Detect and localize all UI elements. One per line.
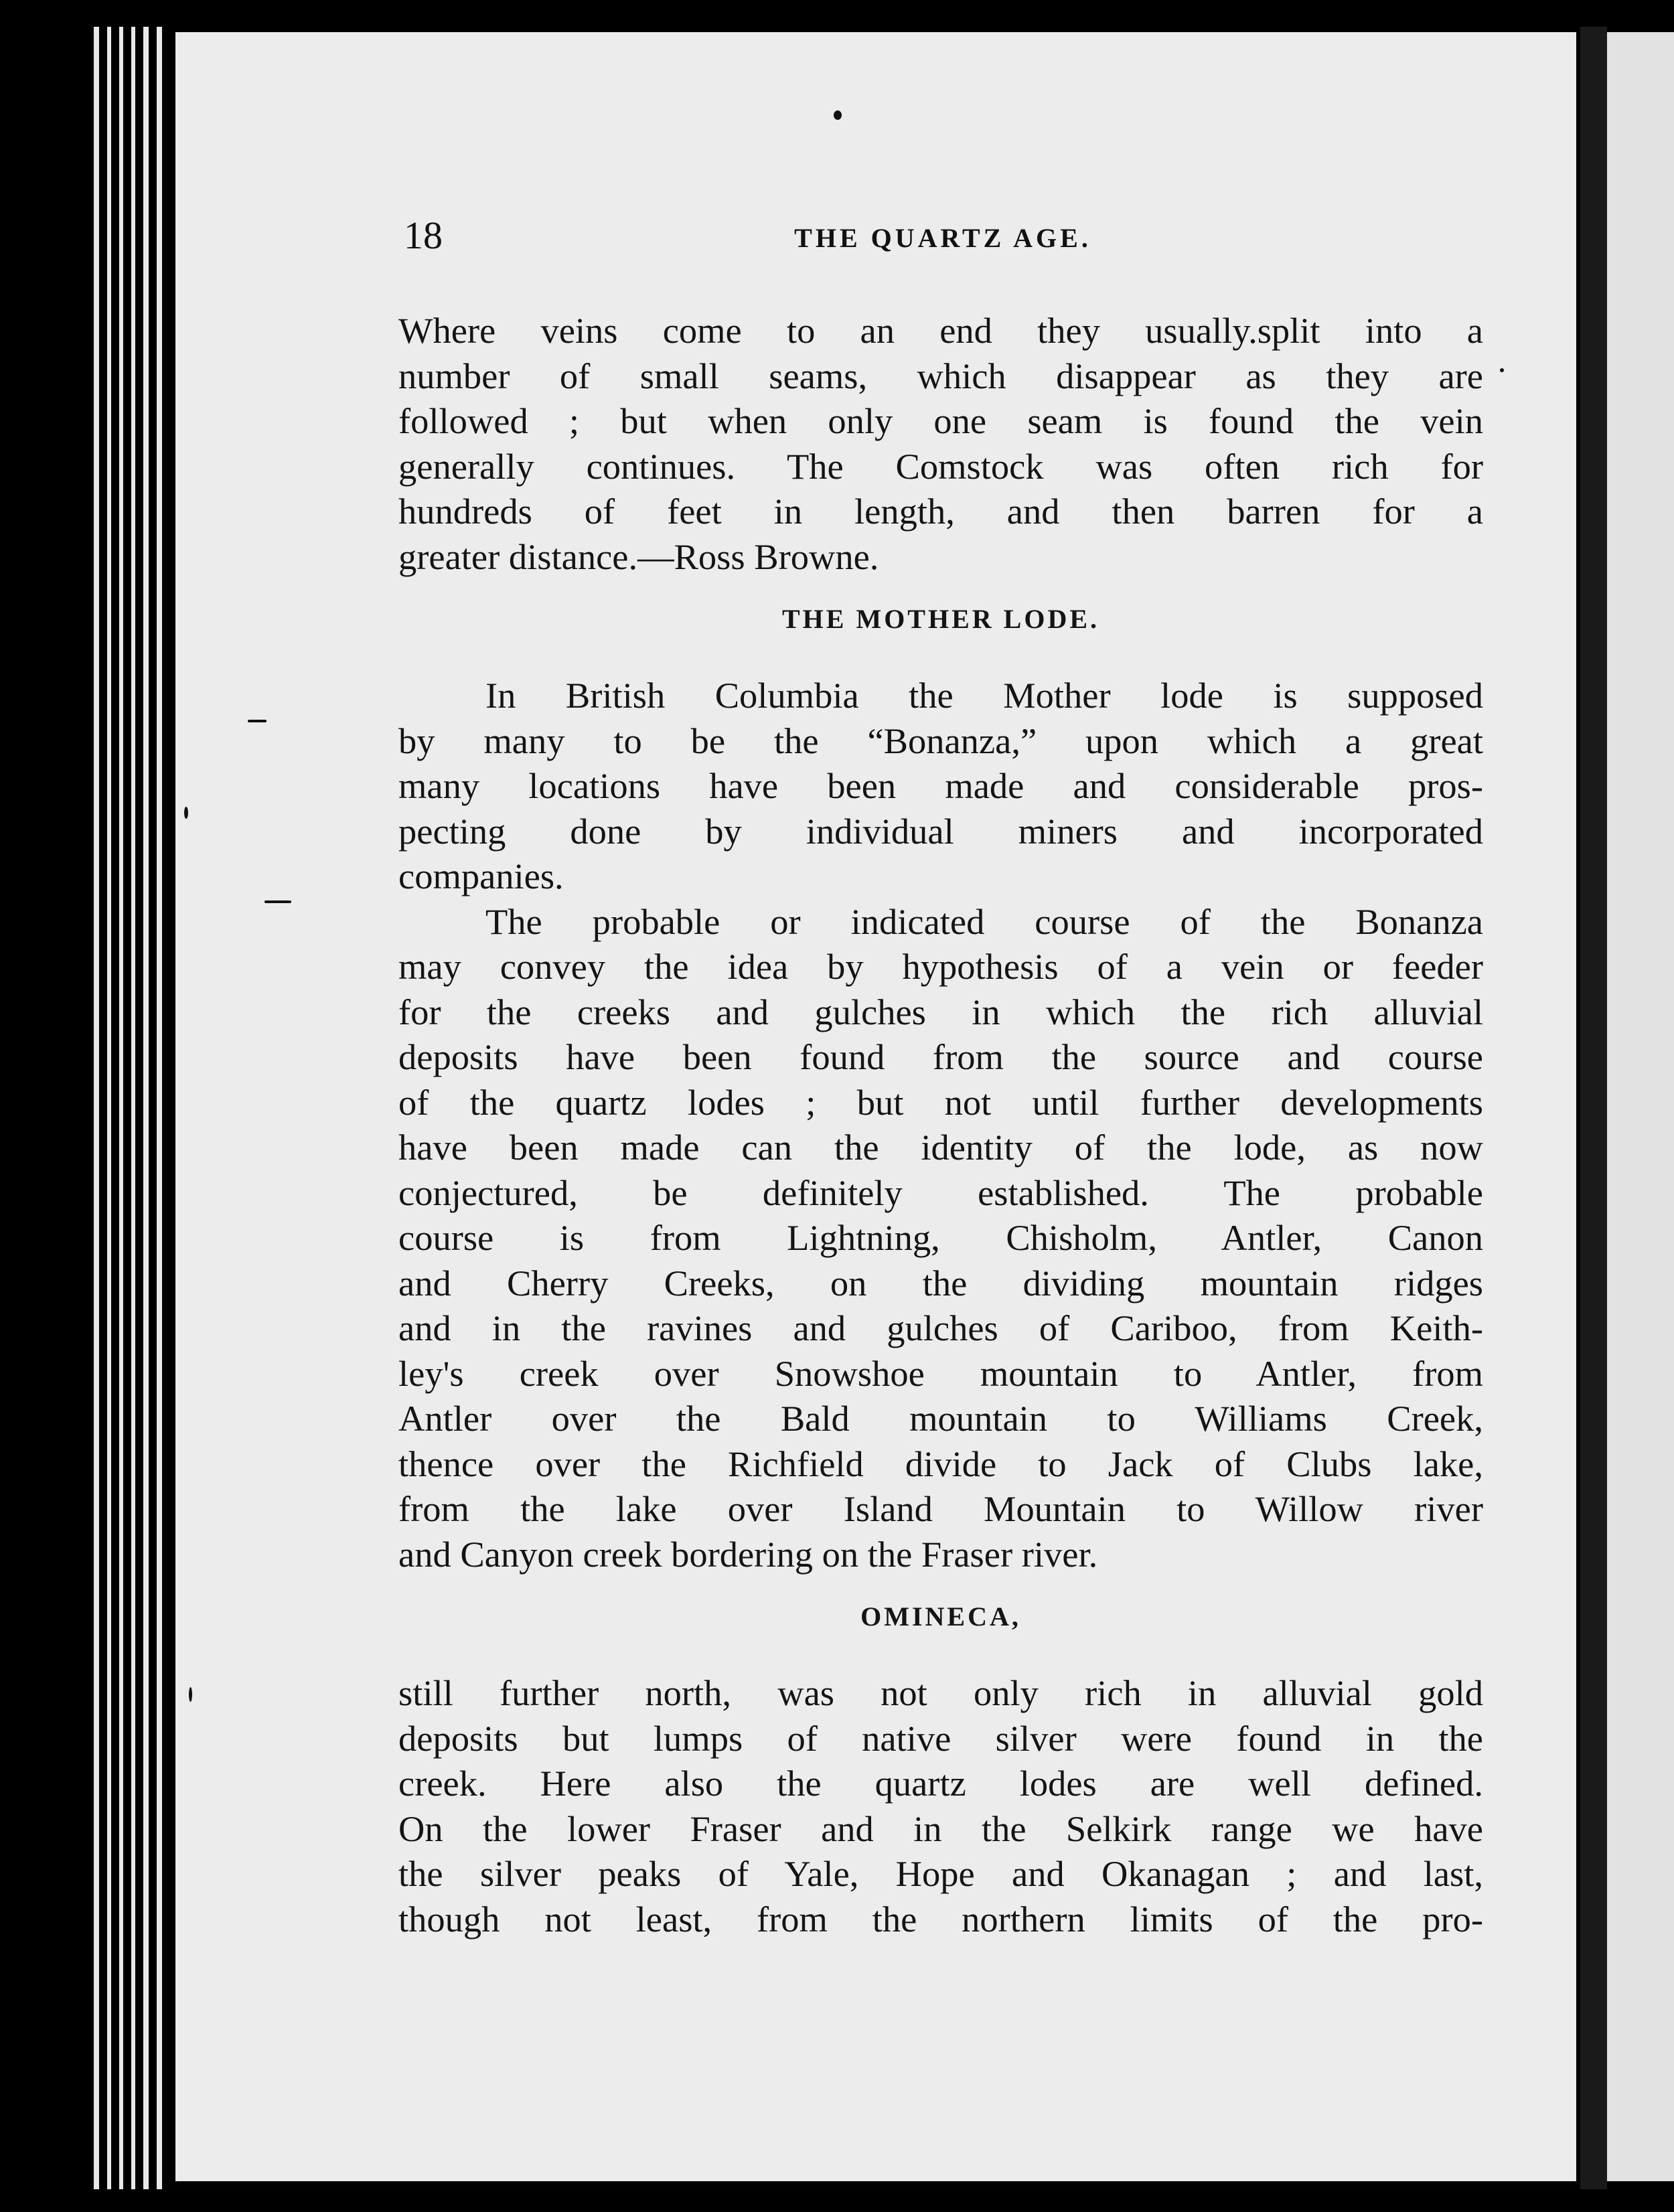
text-line: pecting done by individual miners and incorporated xyxy=(398,810,1483,852)
text-line: followed ; but when only one seam is found the vein xyxy=(398,400,1483,441)
text-line: from the lake over Island Mountain to Willow river xyxy=(398,1488,1483,1529)
paragraph-bonanza-course xyxy=(398,899,1483,1577)
text-line: have been made can the identity of the lode, as now xyxy=(398,1127,1483,1168)
page-edge-strip xyxy=(157,27,162,2189)
text-line: may convey the idea by hypothesis of a vein or feeder xyxy=(398,946,1483,987)
text-line: and in the ravines and gulches of Cariboo, from Keith- xyxy=(398,1308,1483,1348)
text-line: greater distance.—Ross Browne. xyxy=(398,536,879,577)
book-gutter xyxy=(1580,27,1607,2189)
page-number: 18 xyxy=(404,214,443,257)
paragraph-mother-lode-intro xyxy=(398,673,1483,899)
ink-speck xyxy=(189,1687,192,1702)
page-edge-strip xyxy=(107,27,111,2189)
text-line: hundreds of feet in length, and then barren for a xyxy=(398,491,1483,532)
ink-speck xyxy=(834,110,842,120)
text-line: thence over the Richfield divide to Jack of Clubs lake, xyxy=(398,1443,1483,1484)
ink-speck xyxy=(264,900,291,903)
text-line: On the lower Fraser and in the Selkirk range we have xyxy=(398,1808,1483,1849)
text-line: Where veins come to an end they usually.split into a xyxy=(398,310,1483,351)
text-line: conjectured, be definitely established. The probable xyxy=(398,1172,1483,1213)
ink-speck xyxy=(248,720,267,722)
text-line: for the creeks and gulches in which the rich alluvial xyxy=(398,991,1483,1032)
page-edge-strip xyxy=(143,27,149,2189)
text-line: ley's creek over Snowshoe mountain to Antler, from xyxy=(398,1352,1483,1394)
text-line: course is from Lightning, Chisholm, Antler, Canon xyxy=(398,1217,1483,1258)
text-line: deposits have been found from the source and course xyxy=(398,1036,1483,1077)
text-line: of the quartz lodes ; but not until further developments xyxy=(398,1081,1483,1123)
paragraph-ross-browne-quote xyxy=(398,308,1483,579)
ink-speck xyxy=(184,807,188,819)
text-line: still further north, was not only rich in alluvial gold xyxy=(398,1672,1483,1713)
text-line: Antler over the Bald mountain to Williams Creek, xyxy=(398,1398,1483,1439)
text-line: and Cherry Creeks, on the dividing mountain ridges xyxy=(398,1262,1483,1304)
text-line: by many to be the “Bonanza,” upon which a great xyxy=(398,720,1483,761)
text-line: creek. Here also the quartz lodes are well defined. xyxy=(398,1763,1483,1804)
section-heading-omineca: OMINECA, xyxy=(860,1601,1021,1632)
section-heading-mother-lode: THE MOTHER LODE. xyxy=(781,604,1100,634)
running-title: THE QUARTZ AGE. xyxy=(794,223,1091,253)
paragraph-omineca xyxy=(398,1670,1483,1942)
text-line: The probable or indicated course of the Bonanza xyxy=(485,900,1483,942)
page-header xyxy=(404,213,1482,266)
text-line: many locations have been made and considerable pros- xyxy=(398,765,1483,806)
text-line: generally continues. The Comstock was often rich for xyxy=(398,445,1483,487)
page-edge-strip xyxy=(119,27,123,2189)
facing-page-edge xyxy=(1607,32,1674,2181)
ink-speck xyxy=(1500,368,1504,372)
page-body xyxy=(398,308,1483,1942)
text-line: deposits but lumps of native silver were found in the xyxy=(398,1717,1483,1759)
text-line: In British Columbia the Mother lode is supposed xyxy=(485,675,1483,716)
page-edge-strip xyxy=(131,27,135,2189)
text-line: companies. xyxy=(398,856,564,896)
text-line: number of small seams, which disappear as they are xyxy=(398,355,1483,396)
page-edge-strip xyxy=(94,27,99,2189)
text-line: the silver peaks of Yale, Hope and Okanagan ; and last, xyxy=(398,1853,1483,1894)
text-line: though not least, from the northern limits of the pro- xyxy=(398,1898,1483,1940)
text-line: and Canyon creek bordering on the Fraser river. xyxy=(398,1533,1098,1575)
